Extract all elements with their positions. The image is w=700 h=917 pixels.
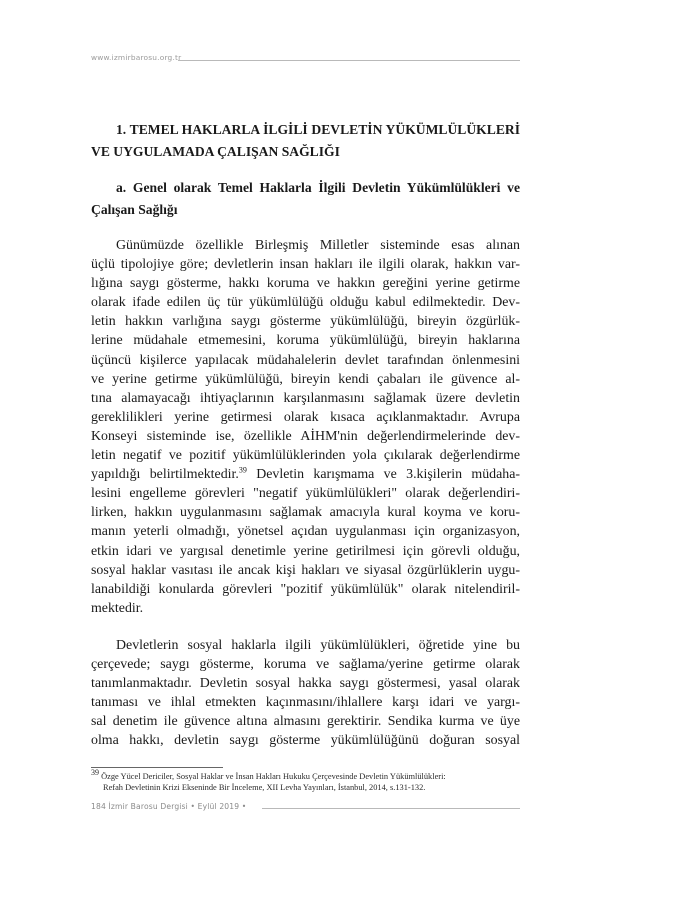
footnote-number: 39: [91, 768, 99, 778]
text-line: tına alamayacağı ihtiyaçlarının karşılanmasını sağlamak üzere devletin: [91, 390, 520, 406]
text-line: lerine müdahale etmemesini, koruma yükümlülüğü, bireyin haklarına: [91, 333, 520, 349]
footnote-line: [91, 768, 520, 782]
text-line: Günümüzde özellikle Birleşmiş Milletler sisteminde esas alınan: [116, 238, 520, 253]
text-line: üçlü tipolojiye göre; devletlerin insan hakları ile ilgili olarak, hakkın var-: [91, 257, 520, 273]
text-line: çerçevede; saygı gösterme, koruma ve sağlama/yerine getirme olarak: [91, 657, 520, 673]
text-line: olma hakkı, devletin saygı gösterme yükümlülüğünü doğuran sosyal: [91, 733, 520, 749]
text-line: lığına saygı gösterme, hakkı koruma ve hakkın gereğini yerine getirme: [91, 276, 520, 292]
footnote-text: Özge Yücel Dericiler, Sosyal Haklar ve İnsan Hakları Hukuku Çerçevesinde Devletin Yükümlülükleri:: [101, 772, 446, 781]
footnote: [91, 768, 520, 793]
text-line: Devletlerin sosyal haklarla ilgili yükümlülükleri, öğretide yine bu: [116, 638, 520, 653]
text-line: lesini engelleme görevleri "negatif yükümlülükleri" olarak değerlendiri-: [91, 486, 520, 502]
text-line: manın yeterli olmadığı, yönetsel açıdan uygulanması için organizasyon,: [91, 524, 520, 540]
text-fragment: Devletin karışmama ve 3.kişilerin müdaha-: [256, 467, 521, 483]
section-heading: 1. TEMEL HAKLARLA İLGİLİ DEVLETİN YÜKÜMLÜLÜKLERİ VE UYGULAMADA ÇALIŞAN SAĞLIĞI: [91, 122, 520, 159]
page-footer: 184 İzmir Barosu Dergisi • Eylül 2019 •: [91, 802, 247, 811]
footnote-line: Refah Devletinin Krizi Ekseninde Bir İnceleme, XII Levha Yayınları, İstanbul, 2014, s.131-132.: [103, 783, 426, 793]
text-fragment: yapıldığı belirtilmektedir.: [91, 467, 239, 483]
subsection-heading: a. Genel olarak Temel Haklarla İlgili Devletin Yükümlülükleri ve Çalışan Sağlığı: [91, 180, 520, 217]
body-paragraph-2: [91, 636, 520, 751]
header-rule: [178, 60, 520, 61]
text-line: gereklilikleri yerine getirmesi olarak kısaca açıklanmaktadır. Avrupa: [91, 409, 520, 425]
body-paragraph-1: [91, 236, 520, 618]
text-line: olarak ifade edilen üç tür yükümlülüğü olduğu kabul edilmektedir. Dev-: [91, 295, 520, 311]
text-line: letin negatif ve pozitif yükümlülüklerinden yola çıkılarak değerlendirme: [91, 448, 520, 464]
text-line: tanımlanmaktadır. Devletin sosyal hakka saygı göstermesi, yasal olarak: [91, 676, 520, 692]
footnote-reference[interactable]: 39: [238, 465, 247, 475]
text-line: etkin idari ve yargısal denetimle yerine getirilmesi için görevli olduğu,: [91, 543, 520, 559]
text-line: ve yerine getirme yükümlülüğü, bireyin kendi çabaları ile güvence al-: [91, 371, 520, 387]
text-line: lirken, hakkın uygulanmasını sağlamak amacıyla kural koyma ve koru-: [91, 505, 520, 521]
text-line: tanıması ve ihlal etmekten kaçınmasını/ihlallere karşı idari ve yargı-: [91, 695, 520, 711]
text-line: sosyal haklar vasıtası ile ancak kişi hakları ve siyasal özgürlüklerin uygu-: [91, 562, 520, 578]
text-line: sal denetim ile güvence altına almasını gerektirir. Sendika kurma ve üye: [91, 714, 520, 730]
text-line: üçüncü kişilerce yapılacak müdahalelerin devlet tarafından önlenmesini: [91, 352, 520, 368]
footer-rule: [262, 808, 520, 809]
text-line: lanabildiği konularda görevleri "pozitif yükümlülük" olarak nitelendiril-: [91, 581, 520, 597]
text-line: Konseyi sisteminde ise, özellikle AİHM'nin değerlendirmelerinde dev-: [91, 428, 520, 444]
text-line: letin hakkın varlığına saygı gösterme yükümlülüğü, bireyin özgürlük-: [91, 314, 520, 330]
text-line: mektedir.: [91, 600, 144, 616]
site-url: www.izmirbarosu.org.tr: [91, 53, 182, 62]
text-line-with-footnote: [91, 465, 520, 484]
footnote-separator: [91, 767, 223, 768]
